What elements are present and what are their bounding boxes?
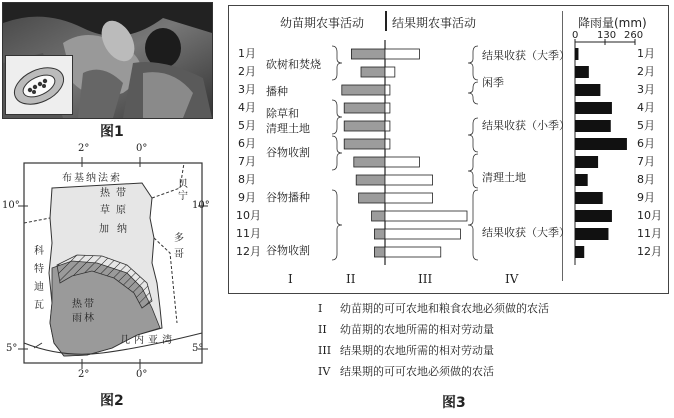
rain-month-label: 5月 <box>637 119 655 132</box>
legend-text: 幼苗期的可可农地和粮食农地必须做的农活 <box>340 302 549 315</box>
left-activity: 砍树和焚烧 <box>266 57 321 71</box>
country-togo: 多哥 <box>174 233 184 260</box>
seedling-bar <box>372 211 385 221</box>
legend-text: 结果期的可可农地必须做的农活 <box>340 365 494 378</box>
month-label: 12月 <box>236 245 261 258</box>
right-activity: 闲季 <box>482 75 504 89</box>
bracket-right <box>468 154 478 188</box>
fruiting-bar <box>385 229 460 239</box>
bracket-right <box>468 82 478 104</box>
seedling-bar <box>351 49 385 59</box>
month-label: 1月 <box>238 47 256 60</box>
fruiting-bar <box>385 139 390 149</box>
roman-3: III <box>418 272 433 286</box>
rain-month-label: 1月 <box>637 47 655 60</box>
seedling-bar <box>344 103 385 113</box>
legend-item <box>318 342 549 363</box>
fruiting-bar <box>385 103 390 113</box>
legend-num: IV <box>318 365 331 378</box>
seedling-bar <box>344 121 385 131</box>
rain-bar <box>575 156 598 168</box>
rain-month-label: 2月 <box>637 65 655 78</box>
roman-2: II <box>346 272 356 286</box>
month-label: 7月 <box>238 155 256 168</box>
bracket-right <box>468 190 478 260</box>
seedling-bar <box>344 139 385 149</box>
fruiting-bar <box>385 157 419 167</box>
seedling-bar <box>342 85 385 95</box>
country-benin: 贝宁 <box>178 179 188 202</box>
rain-bar <box>575 84 600 96</box>
right-activity: 结果收获（大季） <box>482 48 570 62</box>
left-activity: 播种 <box>266 84 288 98</box>
fig2-caption: 图2 <box>100 393 124 409</box>
lon-0-top: 0° <box>136 143 148 154</box>
rain-month-label: 11月 <box>637 227 662 240</box>
lon-0-bottom: 0° <box>136 369 148 380</box>
rain-month-label: 10月 <box>637 209 662 222</box>
seedling-bar <box>374 247 385 257</box>
bracket-left <box>332 46 342 80</box>
rain-bar <box>575 138 627 150</box>
rain-bar <box>575 120 611 132</box>
rain-month-label: 7月 <box>637 155 655 168</box>
seedling-bar <box>361 67 385 77</box>
legend-item <box>318 363 549 384</box>
rain-bar <box>575 174 588 186</box>
legend-num: III <box>318 344 332 357</box>
legend <box>318 300 549 384</box>
fig1-caption: 图1 <box>100 124 124 140</box>
fruiting-bar <box>385 121 390 131</box>
legend-num: I <box>318 302 323 315</box>
month-label: 9月 <box>238 191 256 204</box>
bracket-right <box>468 46 478 80</box>
left-activity: 谷物收割 <box>266 244 310 258</box>
fig3-caption: 图3 <box>442 395 466 411</box>
rain-bar <box>575 192 603 204</box>
month-label: 2月 <box>238 65 256 78</box>
rain-month-label: 8月 <box>637 173 655 186</box>
lat-10-right: 10° <box>192 200 210 211</box>
legend-item <box>318 321 549 342</box>
lat-10-left: 10° <box>2 200 20 211</box>
legend-text: 结果期的农地所需的相对劳动量 <box>340 344 494 357</box>
month-label: 8月 <box>238 173 256 186</box>
fruiting-bar <box>385 85 390 95</box>
rain-title: 降雨量(mm) <box>578 16 647 30</box>
right-activity: 结果收获（小季） <box>482 119 570 132</box>
bracket-right <box>468 118 478 152</box>
bracket-left <box>332 100 342 134</box>
month-label: 10月 <box>236 209 261 222</box>
left-activity: 谷物播种 <box>266 191 310 204</box>
seedling-bar <box>359 193 385 203</box>
country-cote: 科特迪瓦 <box>34 246 44 311</box>
lon-2w-bottom: 2° <box>78 369 90 380</box>
seedling-bar <box>374 229 385 239</box>
fruiting-bar <box>385 247 441 257</box>
month-label: 6月 <box>238 137 256 150</box>
roman-1: I <box>288 272 293 286</box>
lon-2w-top: 2° <box>78 143 90 154</box>
fruiting-bar <box>385 211 467 221</box>
country-ghana: 加纳 <box>99 224 135 235</box>
legend-num: II <box>318 323 327 336</box>
country-burkina: 布基纳法索 <box>62 173 122 184</box>
region-rainforest: 热带雨林 <box>72 299 96 324</box>
gulf-guinea: 几内亚湾 <box>120 335 176 346</box>
rain-tick-0: 0 <box>572 30 579 41</box>
legend-item <box>318 300 549 321</box>
rain-month-label: 9月 <box>637 191 655 204</box>
left-activity: 除草和 <box>266 107 299 121</box>
rain-month-label: 6月 <box>637 137 655 150</box>
fruiting-bar <box>385 193 433 203</box>
rain-bar <box>575 66 589 78</box>
right-activity: 清理土地 <box>482 171 526 185</box>
seedling-bar <box>354 157 385 167</box>
fruiting-bar <box>385 175 433 185</box>
rain-bar <box>575 48 578 60</box>
bracket-left <box>332 136 342 170</box>
seedling-bar <box>356 175 385 185</box>
roman-4: IV <box>505 272 519 286</box>
left-activity: 谷物收割 <box>266 146 310 159</box>
left-activity: 清理土地 <box>266 121 310 135</box>
rain-bar <box>575 228 608 240</box>
fig3-header-right: 结果期农事活动 <box>392 16 477 30</box>
legend-text: 幼苗期的农地所需的相对劳动量 <box>340 323 494 336</box>
rain-tick-130: 130 <box>597 30 617 41</box>
rain-bar <box>575 210 612 222</box>
month-label: 4月 <box>238 101 256 114</box>
rain-tick-260: 260 <box>624 30 644 41</box>
fruiting-bar <box>385 67 395 77</box>
right-activity: 结果收获（大季） <box>482 226 570 240</box>
rain-bar <box>575 246 584 258</box>
rain-month-label: 3月 <box>637 83 655 96</box>
month-label: 5月 <box>238 119 256 132</box>
fig3-header-left: 幼苗期农事活动 <box>280 16 365 30</box>
rain-month-label: 12月 <box>637 245 662 258</box>
lat-5-right: 5° <box>192 343 204 354</box>
lat-5-left: 5° <box>6 343 18 354</box>
rain-month-label: 4月 <box>637 101 655 114</box>
month-label: 3月 <box>238 83 256 96</box>
rain-bar <box>575 102 612 114</box>
bracket-left <box>332 190 342 260</box>
fruiting-bar <box>385 49 419 59</box>
month-label: 11月 <box>236 227 261 240</box>
region-savanna: 热带草原 <box>100 188 132 216</box>
